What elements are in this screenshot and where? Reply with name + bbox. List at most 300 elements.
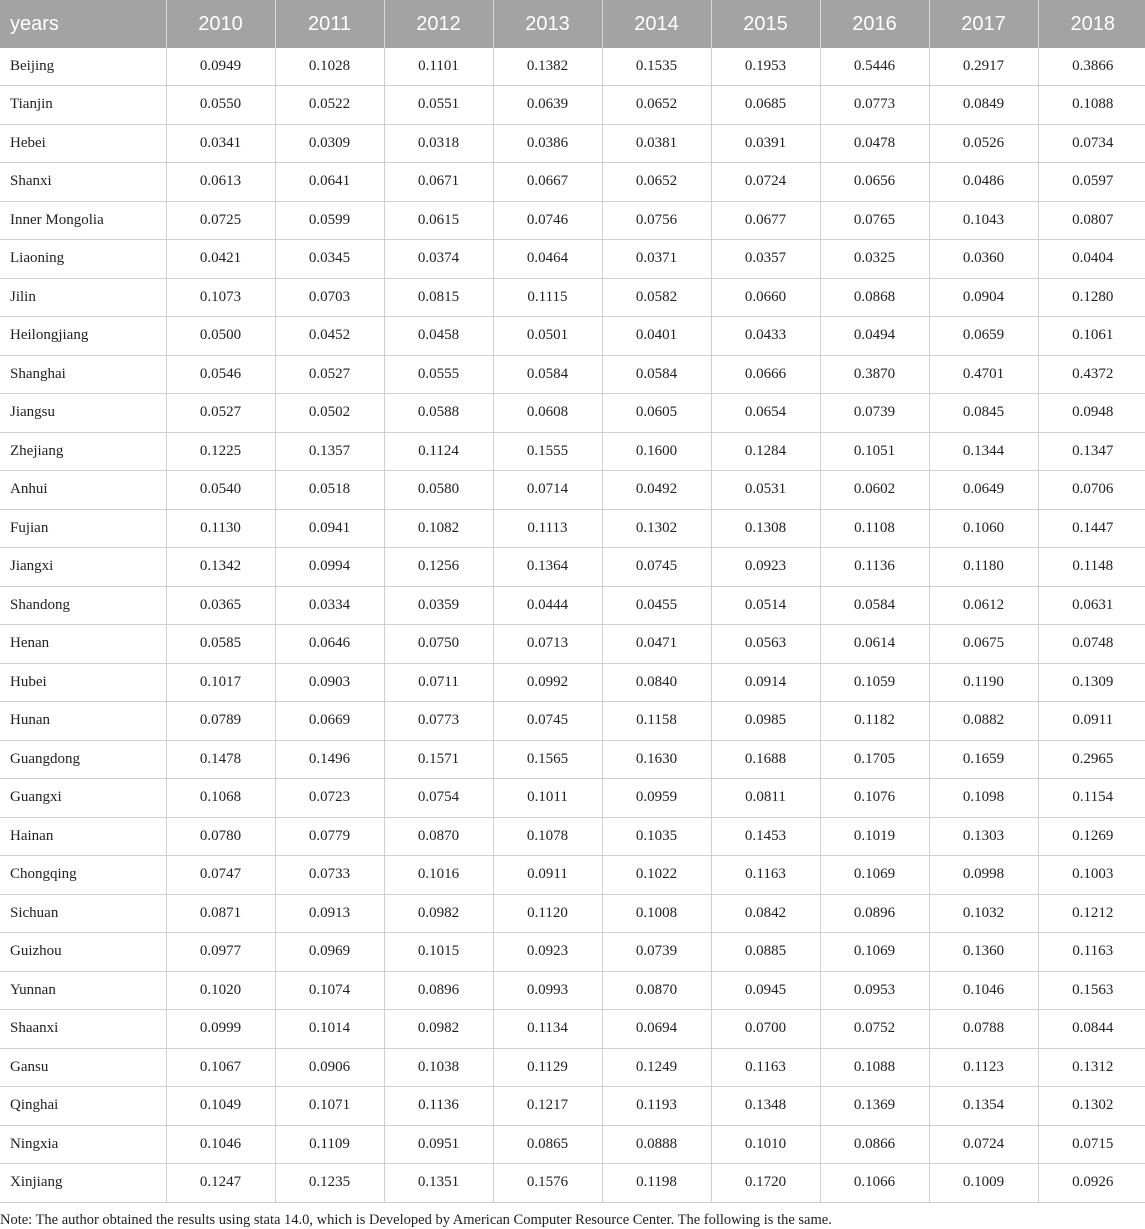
region-cell: Zhejiang — [0, 432, 166, 471]
value-cell: 0.1576 — [493, 1164, 602, 1203]
value-cell: 0.1069 — [820, 933, 929, 972]
value-cell: 0.1447 — [1038, 509, 1145, 548]
value-cell: 0.0584 — [493, 355, 602, 394]
region-cell: Hebei — [0, 124, 166, 163]
table-body — [0, 48, 1145, 1202]
value-cell: 0.0945 — [711, 971, 820, 1010]
region-cell: Guangdong — [0, 740, 166, 779]
value-cell: 0.1382 — [493, 48, 602, 86]
value-cell: 0.0652 — [602, 163, 711, 202]
value-cell: 0.0492 — [602, 471, 711, 510]
value-cell: 0.1357 — [275, 432, 384, 471]
table-row — [0, 317, 1145, 356]
value-cell: 0.0998 — [929, 856, 1038, 895]
value-cell: 0.0666 — [711, 355, 820, 394]
value-cell: 0.0471 — [602, 625, 711, 664]
header-cell-year: 2010 — [166, 0, 275, 48]
region-cell: Shanxi — [0, 163, 166, 202]
value-cell: 0.1555 — [493, 432, 602, 471]
value-cell: 0.0585 — [166, 625, 275, 664]
table-row — [0, 856, 1145, 895]
value-cell: 0.0599 — [275, 201, 384, 240]
value-cell: 0.1019 — [820, 817, 929, 856]
value-cell: 0.0359 — [384, 586, 493, 625]
value-cell: 0.1022 — [602, 856, 711, 895]
value-cell: 0.0724 — [929, 1125, 1038, 1164]
header-cell-years: years — [0, 0, 166, 48]
value-cell: 0.1342 — [166, 548, 275, 587]
value-cell: 0.0923 — [493, 933, 602, 972]
table-note: Note: The author obtained the results using stata 14.0, which is Developed by American Computer Resource Center. The following is the same. — [0, 1211, 832, 1228]
value-cell: 0.0421 — [166, 240, 275, 279]
value-cell: 0.1017 — [166, 663, 275, 702]
value-cell: 0.1136 — [384, 1087, 493, 1126]
value-cell: 0.1309 — [1038, 663, 1145, 702]
table-row — [0, 779, 1145, 818]
value-cell: 0.0969 — [275, 933, 384, 972]
value-cell: 0.1571 — [384, 740, 493, 779]
value-cell: 0.1046 — [166, 1125, 275, 1164]
value-cell: 0.0756 — [602, 201, 711, 240]
value-cell: 0.1043 — [929, 201, 1038, 240]
value-cell: 0.0602 — [820, 471, 929, 510]
value-cell: 0.0844 — [1038, 1010, 1145, 1049]
table-row — [0, 1010, 1145, 1049]
value-cell: 0.1535 — [602, 48, 711, 86]
value-cell: 0.1068 — [166, 779, 275, 818]
header-cell-year: 2017 — [929, 0, 1038, 48]
value-cell: 0.1074 — [275, 971, 384, 1010]
value-cell: 0.1123 — [929, 1048, 1038, 1087]
value-cell: 0.0941 — [275, 509, 384, 548]
region-cell: Fujian — [0, 509, 166, 548]
value-cell: 0.0478 — [820, 124, 929, 163]
value-cell: 0.0501 — [493, 317, 602, 356]
region-cell: Henan — [0, 625, 166, 664]
value-cell: 0.0780 — [166, 817, 275, 856]
value-cell: 0.1478 — [166, 740, 275, 779]
value-cell: 0.0868 — [820, 278, 929, 317]
value-cell: 0.0654 — [711, 394, 820, 433]
value-cell: 0.1134 — [493, 1010, 602, 1049]
region-cell: Ningxia — [0, 1125, 166, 1164]
value-cell: 0.1066 — [820, 1164, 929, 1203]
value-cell: 0.1688 — [711, 740, 820, 779]
value-cell: 0.1705 — [820, 740, 929, 779]
value-cell: 0.0514 — [711, 586, 820, 625]
value-cell: 0.0582 — [602, 278, 711, 317]
value-cell: 0.0948 — [1038, 394, 1145, 433]
value-cell: 0.1098 — [929, 779, 1038, 818]
value-cell: 0.0444 — [493, 586, 602, 625]
value-cell: 0.0612 — [929, 586, 1038, 625]
value-cell: 0.0840 — [602, 663, 711, 702]
value-cell: 0.1249 — [602, 1048, 711, 1087]
value-cell: 0.0714 — [493, 471, 602, 510]
value-cell: 0.0551 — [384, 86, 493, 125]
value-cell: 0.1071 — [275, 1087, 384, 1126]
value-cell: 0.1308 — [711, 509, 820, 548]
value-cell: 0.0703 — [275, 278, 384, 317]
value-cell: 0.0677 — [711, 201, 820, 240]
value-cell: 0.0550 — [166, 86, 275, 125]
header-cell-year: 2015 — [711, 0, 820, 48]
value-cell: 0.0464 — [493, 240, 602, 279]
value-cell: 0.1101 — [384, 48, 493, 86]
region-cell: Shandong — [0, 586, 166, 625]
value-cell: 0.1225 — [166, 432, 275, 471]
value-cell: 0.0365 — [166, 586, 275, 625]
region-cell: Jilin — [0, 278, 166, 317]
value-cell: 0.1078 — [493, 817, 602, 856]
value-cell: 0.0911 — [493, 856, 602, 895]
value-cell: 0.1015 — [384, 933, 493, 972]
value-cell: 0.0747 — [166, 856, 275, 895]
value-cell: 0.0885 — [711, 933, 820, 972]
header-cell-year: 2013 — [493, 0, 602, 48]
value-cell: 0.0789 — [166, 702, 275, 741]
value-cell: 0.1453 — [711, 817, 820, 856]
value-cell: 0.1130 — [166, 509, 275, 548]
value-cell: 0.0725 — [166, 201, 275, 240]
value-cell: 0.1136 — [820, 548, 929, 587]
table-row — [0, 1087, 1145, 1126]
value-cell: 0.0318 — [384, 124, 493, 163]
value-cell: 0.0992 — [493, 663, 602, 702]
value-cell: 0.1008 — [602, 894, 711, 933]
value-cell: 0.0656 — [820, 163, 929, 202]
value-cell: 0.0486 — [929, 163, 1038, 202]
region-cell: Chongqing — [0, 856, 166, 895]
value-cell: 0.0849 — [929, 86, 1038, 125]
value-cell: 0.0360 — [929, 240, 1038, 279]
value-cell: 0.1032 — [929, 894, 1038, 933]
value-cell: 0.5446 — [820, 48, 929, 86]
header-cell-year: 2012 — [384, 0, 493, 48]
table-row — [0, 471, 1145, 510]
region-cell: Qinghai — [0, 1087, 166, 1126]
value-cell: 0.1496 — [275, 740, 384, 779]
value-cell: 0.0734 — [1038, 124, 1145, 163]
value-cell: 0.0733 — [275, 856, 384, 895]
value-cell: 0.0649 — [929, 471, 1038, 510]
value-cell: 0.1154 — [1038, 779, 1145, 818]
value-cell: 0.0750 — [384, 625, 493, 664]
value-cell: 0.0381 — [602, 124, 711, 163]
value-cell: 0.1364 — [493, 548, 602, 587]
value-cell: 0.0765 — [820, 201, 929, 240]
region-cell: Jiangsu — [0, 394, 166, 433]
header-cell-year: 2016 — [820, 0, 929, 48]
region-cell: Yunnan — [0, 971, 166, 1010]
value-cell: 0.0896 — [384, 971, 493, 1010]
value-cell: 0.0522 — [275, 86, 384, 125]
value-cell: 0.1046 — [929, 971, 1038, 1010]
value-cell: 0.1190 — [929, 663, 1038, 702]
table-row — [0, 201, 1145, 240]
value-cell: 0.0458 — [384, 317, 493, 356]
value-cell: 0.0951 — [384, 1125, 493, 1164]
value-cell: 0.1115 — [493, 278, 602, 317]
value-cell: 0.0401 — [602, 317, 711, 356]
header-row — [0, 0, 1145, 48]
region-cell: Hubei — [0, 663, 166, 702]
value-cell: 0.0807 — [1038, 201, 1145, 240]
region-cell: Anhui — [0, 471, 166, 510]
value-cell: 0.1369 — [820, 1087, 929, 1126]
value-cell: 0.0926 — [1038, 1164, 1145, 1203]
value-cell: 0.0913 — [275, 894, 384, 933]
value-cell: 0.0540 — [166, 471, 275, 510]
value-cell: 0.1563 — [1038, 971, 1145, 1010]
region-cell: Shanghai — [0, 355, 166, 394]
value-cell: 0.0584 — [602, 355, 711, 394]
value-cell: 0.0531 — [711, 471, 820, 510]
value-cell: 0.0959 — [602, 779, 711, 818]
value-cell: 0.1953 — [711, 48, 820, 86]
value-cell: 0.0452 — [275, 317, 384, 356]
value-cell: 0.0715 — [1038, 1125, 1145, 1164]
value-cell: 0.1109 — [275, 1125, 384, 1164]
value-cell: 0.1073 — [166, 278, 275, 317]
value-cell: 0.0993 — [493, 971, 602, 1010]
value-cell: 0.0345 — [275, 240, 384, 279]
value-cell: 0.0706 — [1038, 471, 1145, 510]
value-cell: 0.0433 — [711, 317, 820, 356]
value-cell: 0.2917 — [929, 48, 1038, 86]
value-cell: 0.0660 — [711, 278, 820, 317]
value-cell: 0.0659 — [929, 317, 1038, 356]
value-cell: 0.0614 — [820, 625, 929, 664]
value-cell: 0.0334 — [275, 586, 384, 625]
value-cell: 0.0870 — [384, 817, 493, 856]
value-cell: 0.1180 — [929, 548, 1038, 587]
value-cell: 0.0811 — [711, 779, 820, 818]
value-cell: 0.1720 — [711, 1164, 820, 1203]
table-row — [0, 240, 1145, 279]
value-cell: 0.0866 — [820, 1125, 929, 1164]
value-cell: 0.0724 — [711, 163, 820, 202]
value-cell: 0.0527 — [166, 394, 275, 433]
value-cell: 0.0779 — [275, 817, 384, 856]
region-cell: Shaanxi — [0, 1010, 166, 1049]
value-cell: 0.0949 — [166, 48, 275, 86]
value-cell: 0.0904 — [929, 278, 1038, 317]
value-cell: 0.1182 — [820, 702, 929, 741]
region-cell: Hunan — [0, 702, 166, 741]
value-cell: 0.0546 — [166, 355, 275, 394]
value-cell: 0.1630 — [602, 740, 711, 779]
value-cell: 0.0605 — [602, 394, 711, 433]
table-row — [0, 625, 1145, 664]
value-cell: 0.0371 — [602, 240, 711, 279]
value-cell: 0.0667 — [493, 163, 602, 202]
value-cell: 0.1256 — [384, 548, 493, 587]
region-cell: Guizhou — [0, 933, 166, 972]
region-cell: Sichuan — [0, 894, 166, 933]
table-row — [0, 163, 1145, 202]
table-row — [0, 894, 1145, 933]
value-cell: 0.0982 — [384, 1010, 493, 1049]
table-row — [0, 1048, 1145, 1087]
value-cell: 0.1038 — [384, 1048, 493, 1087]
value-cell: 0.1303 — [929, 817, 1038, 856]
value-cell: 0.1659 — [929, 740, 1038, 779]
value-cell: 0.0739 — [820, 394, 929, 433]
value-cell: 0.1069 — [820, 856, 929, 895]
value-cell: 0.1076 — [820, 779, 929, 818]
value-cell: 0.1269 — [1038, 817, 1145, 856]
value-cell: 0.1565 — [493, 740, 602, 779]
value-cell: 0.0694 — [602, 1010, 711, 1049]
table-row — [0, 394, 1145, 433]
value-cell: 0.0845 — [929, 394, 1038, 433]
region-cell: Tianjin — [0, 86, 166, 125]
value-cell: 0.0391 — [711, 124, 820, 163]
value-cell: 0.0671 — [384, 163, 493, 202]
value-cell: 0.0588 — [384, 394, 493, 433]
value-cell: 0.0325 — [820, 240, 929, 279]
value-cell: 0.0711 — [384, 663, 493, 702]
value-cell: 0.1060 — [929, 509, 1038, 548]
value-cell: 0.0746 — [493, 201, 602, 240]
value-cell: 0.0494 — [820, 317, 929, 356]
value-cell: 0.0580 — [384, 471, 493, 510]
value-cell: 0.1088 — [1038, 86, 1145, 125]
value-cell: 0.0748 — [1038, 625, 1145, 664]
value-cell: 0.0713 — [493, 625, 602, 664]
table-row — [0, 124, 1145, 163]
value-cell: 0.0739 — [602, 933, 711, 972]
table-row — [0, 548, 1145, 587]
value-cell: 0.0923 — [711, 548, 820, 587]
value-cell: 0.1351 — [384, 1164, 493, 1203]
value-cell: 0.1302 — [602, 509, 711, 548]
value-cell: 0.1198 — [602, 1164, 711, 1203]
region-cell: Heilongjiang — [0, 317, 166, 356]
value-cell: 0.0752 — [820, 1010, 929, 1049]
value-cell: 0.1124 — [384, 432, 493, 471]
value-cell: 0.1067 — [166, 1048, 275, 1087]
value-cell: 0.1163 — [711, 1048, 820, 1087]
value-cell: 0.0646 — [275, 625, 384, 664]
value-cell: 0.0870 — [602, 971, 711, 1010]
table-row — [0, 740, 1145, 779]
region-cell: Gansu — [0, 1048, 166, 1087]
value-cell: 0.1280 — [1038, 278, 1145, 317]
region-cell: Liaoning — [0, 240, 166, 279]
value-cell: 0.0669 — [275, 702, 384, 741]
value-cell: 0.0675 — [929, 625, 1038, 664]
table-row — [0, 586, 1145, 625]
value-cell: 0.0999 — [166, 1010, 275, 1049]
table-row — [0, 48, 1145, 86]
value-cell: 0.0518 — [275, 471, 384, 510]
table-row — [0, 663, 1145, 702]
value-cell: 0.1009 — [929, 1164, 1038, 1203]
value-cell: 0.0341 — [166, 124, 275, 163]
value-cell: 0.1284 — [711, 432, 820, 471]
region-cell: Xinjiang — [0, 1164, 166, 1203]
region-cell: Hainan — [0, 817, 166, 856]
value-cell: 0.1312 — [1038, 1048, 1145, 1087]
value-cell: 0.1212 — [1038, 894, 1145, 933]
value-cell: 0.0871 — [166, 894, 275, 933]
value-cell: 0.0914 — [711, 663, 820, 702]
value-cell: 0.0865 — [493, 1125, 602, 1164]
value-cell: 0.0745 — [602, 548, 711, 587]
value-cell: 0.0842 — [711, 894, 820, 933]
value-cell: 0.0652 — [602, 86, 711, 125]
value-cell: 0.0882 — [929, 702, 1038, 741]
table-header — [0, 0, 1145, 48]
value-cell: 0.0773 — [820, 86, 929, 125]
value-cell: 0.4701 — [929, 355, 1038, 394]
value-cell: 0.0815 — [384, 278, 493, 317]
value-cell: 0.1148 — [1038, 548, 1145, 587]
value-cell: 0.1247 — [166, 1164, 275, 1203]
value-cell: 0.0723 — [275, 779, 384, 818]
table-row — [0, 432, 1145, 471]
value-cell: 0.0631 — [1038, 586, 1145, 625]
table-row — [0, 86, 1145, 125]
value-cell: 0.0745 — [493, 702, 602, 741]
region-cell: Beijing — [0, 48, 166, 86]
value-cell: 0.1061 — [1038, 317, 1145, 356]
value-cell: 0.1302 — [1038, 1087, 1145, 1126]
value-cell: 0.0555 — [384, 355, 493, 394]
value-cell: 0.1344 — [929, 432, 1038, 471]
table-row — [0, 278, 1145, 317]
value-cell: 0.1163 — [1038, 933, 1145, 972]
table-row — [0, 355, 1145, 394]
value-cell: 0.0906 — [275, 1048, 384, 1087]
value-cell: 0.0526 — [929, 124, 1038, 163]
table-row — [0, 509, 1145, 548]
header-cell-year: 2014 — [602, 0, 711, 48]
value-cell: 0.0455 — [602, 586, 711, 625]
value-cell: 0.1193 — [602, 1087, 711, 1126]
value-cell: 0.1348 — [711, 1087, 820, 1126]
value-cell: 0.1158 — [602, 702, 711, 741]
value-cell: 0.1235 — [275, 1164, 384, 1203]
value-cell: 0.0386 — [493, 124, 602, 163]
value-cell: 0.0888 — [602, 1125, 711, 1164]
value-cell: 0.1051 — [820, 432, 929, 471]
value-cell: 0.0502 — [275, 394, 384, 433]
value-cell: 0.0982 — [384, 894, 493, 933]
value-cell: 0.1600 — [602, 432, 711, 471]
value-cell: 0.1049 — [166, 1087, 275, 1126]
value-cell: 0.1088 — [820, 1048, 929, 1087]
value-cell: 0.1360 — [929, 933, 1038, 972]
value-cell: 0.0615 — [384, 201, 493, 240]
region-cell: Inner Mongolia — [0, 201, 166, 240]
value-cell: 0.1014 — [275, 1010, 384, 1049]
value-cell: 0.3870 — [820, 355, 929, 394]
value-cell: 0.1028 — [275, 48, 384, 86]
value-cell: 0.0685 — [711, 86, 820, 125]
value-cell: 0.1108 — [820, 509, 929, 548]
region-cell: Guangxi — [0, 779, 166, 818]
value-cell: 0.1347 — [1038, 432, 1145, 471]
table-row — [0, 971, 1145, 1010]
header-cell-year: 2018 — [1038, 0, 1145, 48]
value-cell: 0.0357 — [711, 240, 820, 279]
value-cell: 0.0500 — [166, 317, 275, 356]
table-row — [0, 817, 1145, 856]
value-cell: 0.0700 — [711, 1010, 820, 1049]
